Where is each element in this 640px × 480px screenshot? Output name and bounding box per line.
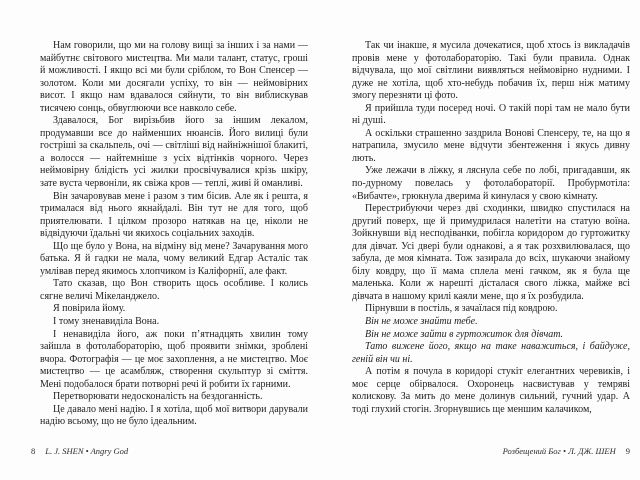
left-page-number: 8 bbox=[31, 446, 36, 456]
right-page-text bbox=[352, 40, 630, 436]
right-running-title: Розбещений Бог • Л. ДЖ. ШЕН bbox=[502, 446, 616, 456]
left-page-text bbox=[40, 40, 308, 436]
paragraph: Тато сказав, що Вон створить щось особливе. І колись сягне величі Мікеланджело. bbox=[40, 278, 308, 302]
paragraph: І тому зненавиділа Вона. bbox=[53, 316, 160, 328]
left-running-title: L. J. SHEN • Angry God bbox=[45, 446, 129, 456]
paragraph: Здавалося, Бог вирізьбив його за іншим лекалом, продумавши все до найменших нюансів. Його вилиці були гостріші за скальпель, очі — світліші від найніжнішої блакиті, а волосся — найтемніше з усіх відтінків чорного. Через неймовірну блідість усі жилки просвічувалися крізь шкіру, зате вуста червоніли, як свіжа кров — теплі, живі й оманливі. bbox=[40, 115, 308, 190]
paragraph: Пірнувши в постіль, я зачаїлася під ковдрою. bbox=[365, 303, 558, 315]
paragraph: Він зачаровував мене і разом з тим бісив. Але як і решта, я трималася від нього якнайдалі. Він тут не для того, щоб приятелювати. І цілком прозоро натякав на це, ніколи не відвідуючи їдальні чи якихось соціальних заходів. bbox=[40, 190, 308, 240]
paragraph: Це давало мені надію. І я хотіла, щоб мої витвори дарували надію всьому, що не було ідеальним. bbox=[40, 403, 308, 428]
paragraph: Він не може знайти тебе. bbox=[365, 316, 478, 328]
right-page-footer bbox=[503, 446, 630, 456]
paragraph: І ненавиділа його, аж поки п’ятнадцять хвилин тому зайшла в фотолабораторію, щоб проявити знімки, зроблені вчора. Фотографія — це моє захоплення, а не мистецтво. Моє мистецтво — це асамбляж, створення скульптур зі сміття. Мені подобалося брати потворні речі й робити їх гарними. bbox=[40, 328, 308, 390]
paragraph: Що ще було у Вона, на відміну від мене? Зачарування мого батька. Я й гадки не мала, чому великий Едгар Асталіс так умлівав перед якимось хлопчиком із Каліфорнії, але факт. bbox=[40, 240, 308, 277]
paragraph: Так чи інакше, я мусила дочекатися, щоб хтось із викладачів провів мене у фотолабораторію. Такі були правила. Однак відчувала, що мої світлини виявляться неймовірно нудними. І дуже не хотіла, щоб хто-небудь побачив їх, перш ніж матиму змогу перезняти ці фото. bbox=[352, 40, 630, 102]
left-page-footer bbox=[31, 446, 128, 456]
right-page-number: 9 bbox=[625, 446, 630, 456]
paragraph: Тато вижене його, якщо на таке наважиться, і байдуже, геній він чи ні. bbox=[352, 341, 630, 365]
paragraph: Я прийшла туди посеред ночі. О такій порі там не мало бути ні душі. bbox=[352, 102, 630, 127]
paragraph: Нам говорили, що ми на голову вищі за інших і за нами — майбутнє світового мистецтва. Ми мали талант, статус, гроші й можливості. І якщо всі ми були сріблом, то Вон Спенсер — золотом. Коли ми досягали успіху, то він — неймовірних висот. І якщо нам вдавалося сяйнути, то він виблискував тисячею сонць, обвуглюючи все навколо себе. bbox=[40, 40, 308, 114]
paragraph: А потім я почула в коридорі стукіт елегантних черевиків, і моє серце обірвалося. Охоронець насвистував у темряві колискову. За мить до мене долинув сильний, гучний удар. А тоді глухий стогін. Згорнувшись ще меншим калачиком, bbox=[352, 366, 630, 415]
paragraph: Перетворювати недосконалість на бездоганність. bbox=[53, 391, 263, 403]
paragraph: Він не може зайти в гуртожиток для дівчат. bbox=[365, 328, 564, 340]
paragraph: Уже лежачи в ліжку, я ляснула себе по лобі, пригадавши, як по-дурному повелась у фотолабораторії. Пробурмотіла: «Вибачте», грюкнула дверима й кинулася у свою кімнату. bbox=[352, 165, 630, 202]
paragraph: Я повірила йому. bbox=[53, 303, 126, 315]
paragraph: А оскільки страшенно заздрила Вонові Спенсеру, те, на що я натрапила, змусило мене відчути збентеження і якусь дивну лють. bbox=[352, 127, 630, 164]
paragraph: Перестрибуючи через дві сходинки, швидко спустилася на другий поверх, ще й примудрилася налетіти на статую воїна. Зойкнувши від несподіванки, побігла коридором до гуртожитку для дівчат. Усі двері були однакові, а я так розхвилювалася, що забула, де моя кімната. Тож зазирала до всіх, шукаючи знайому білу ковдру, що її мама сплела мені гачком, як я була ще маленька. Коли ж нарешті дісталася свого ліжка, майже всі дівчата в нашому крилі каяли мене, що я їх розбудила. bbox=[352, 203, 630, 302]
